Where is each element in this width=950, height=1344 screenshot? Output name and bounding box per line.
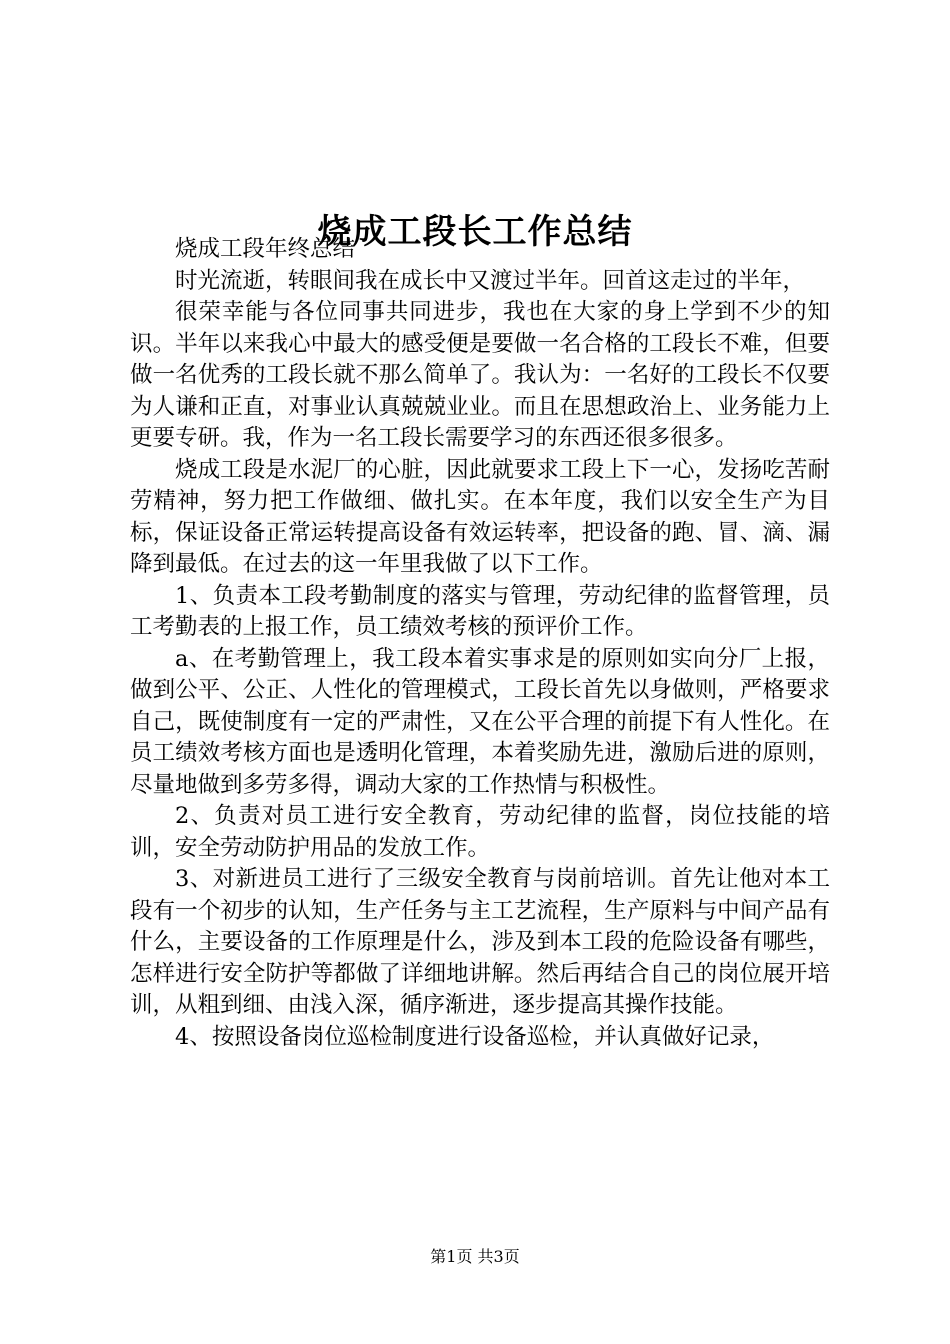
document-title: 烧成工段长工作总结 — [317, 211, 633, 252]
paragraph-item-4: 4、按照设备岗位巡检制度进行设备巡检，并认真做好记录， — [175, 1023, 775, 1050]
document-body — [130, 234, 830, 1053]
paragraph-reflection: 很荣幸能与各位同事共同进步，我也在大家的身上学到不少的知识。半年以来我心中最大的感受便是要做一名合格的工段长不难，但要做一名优秀的工段长就不那么简单了。我认为：一名好的工段长不仅要为人谦和正直，对事业认真兢兢业业。而且在思想政治上、业务能力上更要专研。我，作为一名工段长需要学习的东西还很多很多。 — [130, 299, 830, 451]
page-number-footer: 第1页 共3页 — [430, 1247, 520, 1266]
paragraph-intro: 时光流逝，转眼间我在成长中又渡过半年。回首这走过的半年， — [175, 267, 806, 294]
paragraph-subtitle: 烧成工段年终总结 — [175, 236, 356, 262]
paragraph-item-1a: a、在考勤管理上，我工段本着实事求是的原则如实向分厂上报，做到公平、公正、人性化的管理模式，工段长首先以身做则，严格要求自己，既使制度有一定的严肃性，又在公平合理的前提下有人性化。在员工绩效考核方面也是透明化管理，本着奖励先进，激励后进的原则，尽量地做到多劳多得，调动大家的工作热情与积极性。 — [130, 645, 830, 798]
paragraph-item-2: 2、负责对员工进行安全教育，劳动纪律的监督，岗位技能的培训，安全劳动防护用品的发放工作。 — [130, 803, 830, 861]
paragraph-section-overview: 烧成工段是水泥厂的心脏，因此就要求工段上下一心，发扬吃苦耐劳精神，努力把工作做细、做扎实。在本年度，我们以安全生产为目标，保证设备正常运转提高设备有效运转率，把设备的跑、冒、滴、漏降到最低。在过去的这一年里我做了以下工作。 — [130, 456, 830, 577]
paragraph-item-1: 1、负责本工段考勤制度的落实与管理，劳动纪律的监督管理，员工考勤表的上报工作，员工绩效考核的预评价工作。 — [130, 582, 830, 640]
paragraph-item-3: 3、对新进员工进行了三级安全教育与岗前培训。首先让他对本工段有一个初步的认知，生产任务与主工艺流程，生产原料与中间产品有什么，主要设备的工作原理是什么，涉及到本工段的危险设备有哪些，怎样进行安全防护等都做了详细地讲解。然后再结合自己的岗位展开培训，从粗到细、由浅入深，循序渐进，逐步提高其操作技能。 — [130, 866, 830, 1018]
